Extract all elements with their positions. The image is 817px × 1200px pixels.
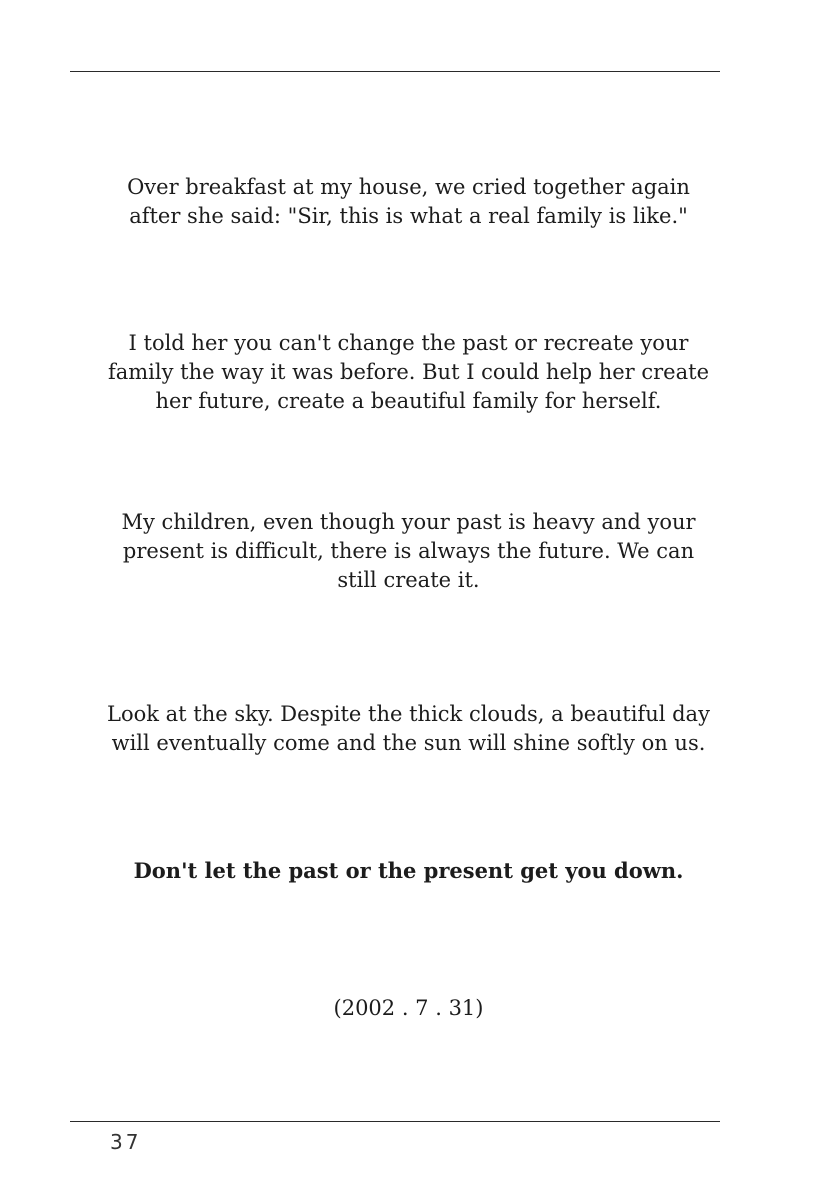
- paragraph-children: [60, 508, 757, 595]
- text-line: Don't let the past or the present get you down.: [133, 858, 684, 883]
- text-line: My children, even though your past is heavy and your: [121, 510, 696, 534]
- paragraph-emphasis: [60, 856, 757, 885]
- text-line: (2002 . 7 . 31): [333, 996, 484, 1020]
- paragraph-breakfast: [60, 173, 757, 231]
- date-line: [60, 994, 757, 1023]
- paragraph-sky: [60, 700, 757, 758]
- text-line: family the way it was before. But I could help her create: [107, 360, 710, 384]
- paragraph-past-future: [60, 329, 757, 416]
- bottom-rule: [70, 1121, 720, 1122]
- text-line: her future, create a beautiful family for herself.: [155, 389, 662, 413]
- page-number: 37: [110, 1130, 142, 1154]
- text-line: present is difficult, there is always the future. We can: [122, 539, 695, 563]
- text-line: Over breakfast at my house, we cried together again: [127, 175, 690, 199]
- text-line: after she said: "Sir, this is what a real family is like.": [129, 204, 688, 228]
- text-line: Look at the sky. Despite the thick clouds, a beautiful day: [107, 702, 710, 726]
- text-line: still create it.: [337, 568, 480, 592]
- text-line: I told her you can't change the past or recreate your: [128, 331, 689, 355]
- text-line: will eventually come and the sun will shine softly on us.: [111, 731, 706, 755]
- top-rule: [70, 71, 720, 72]
